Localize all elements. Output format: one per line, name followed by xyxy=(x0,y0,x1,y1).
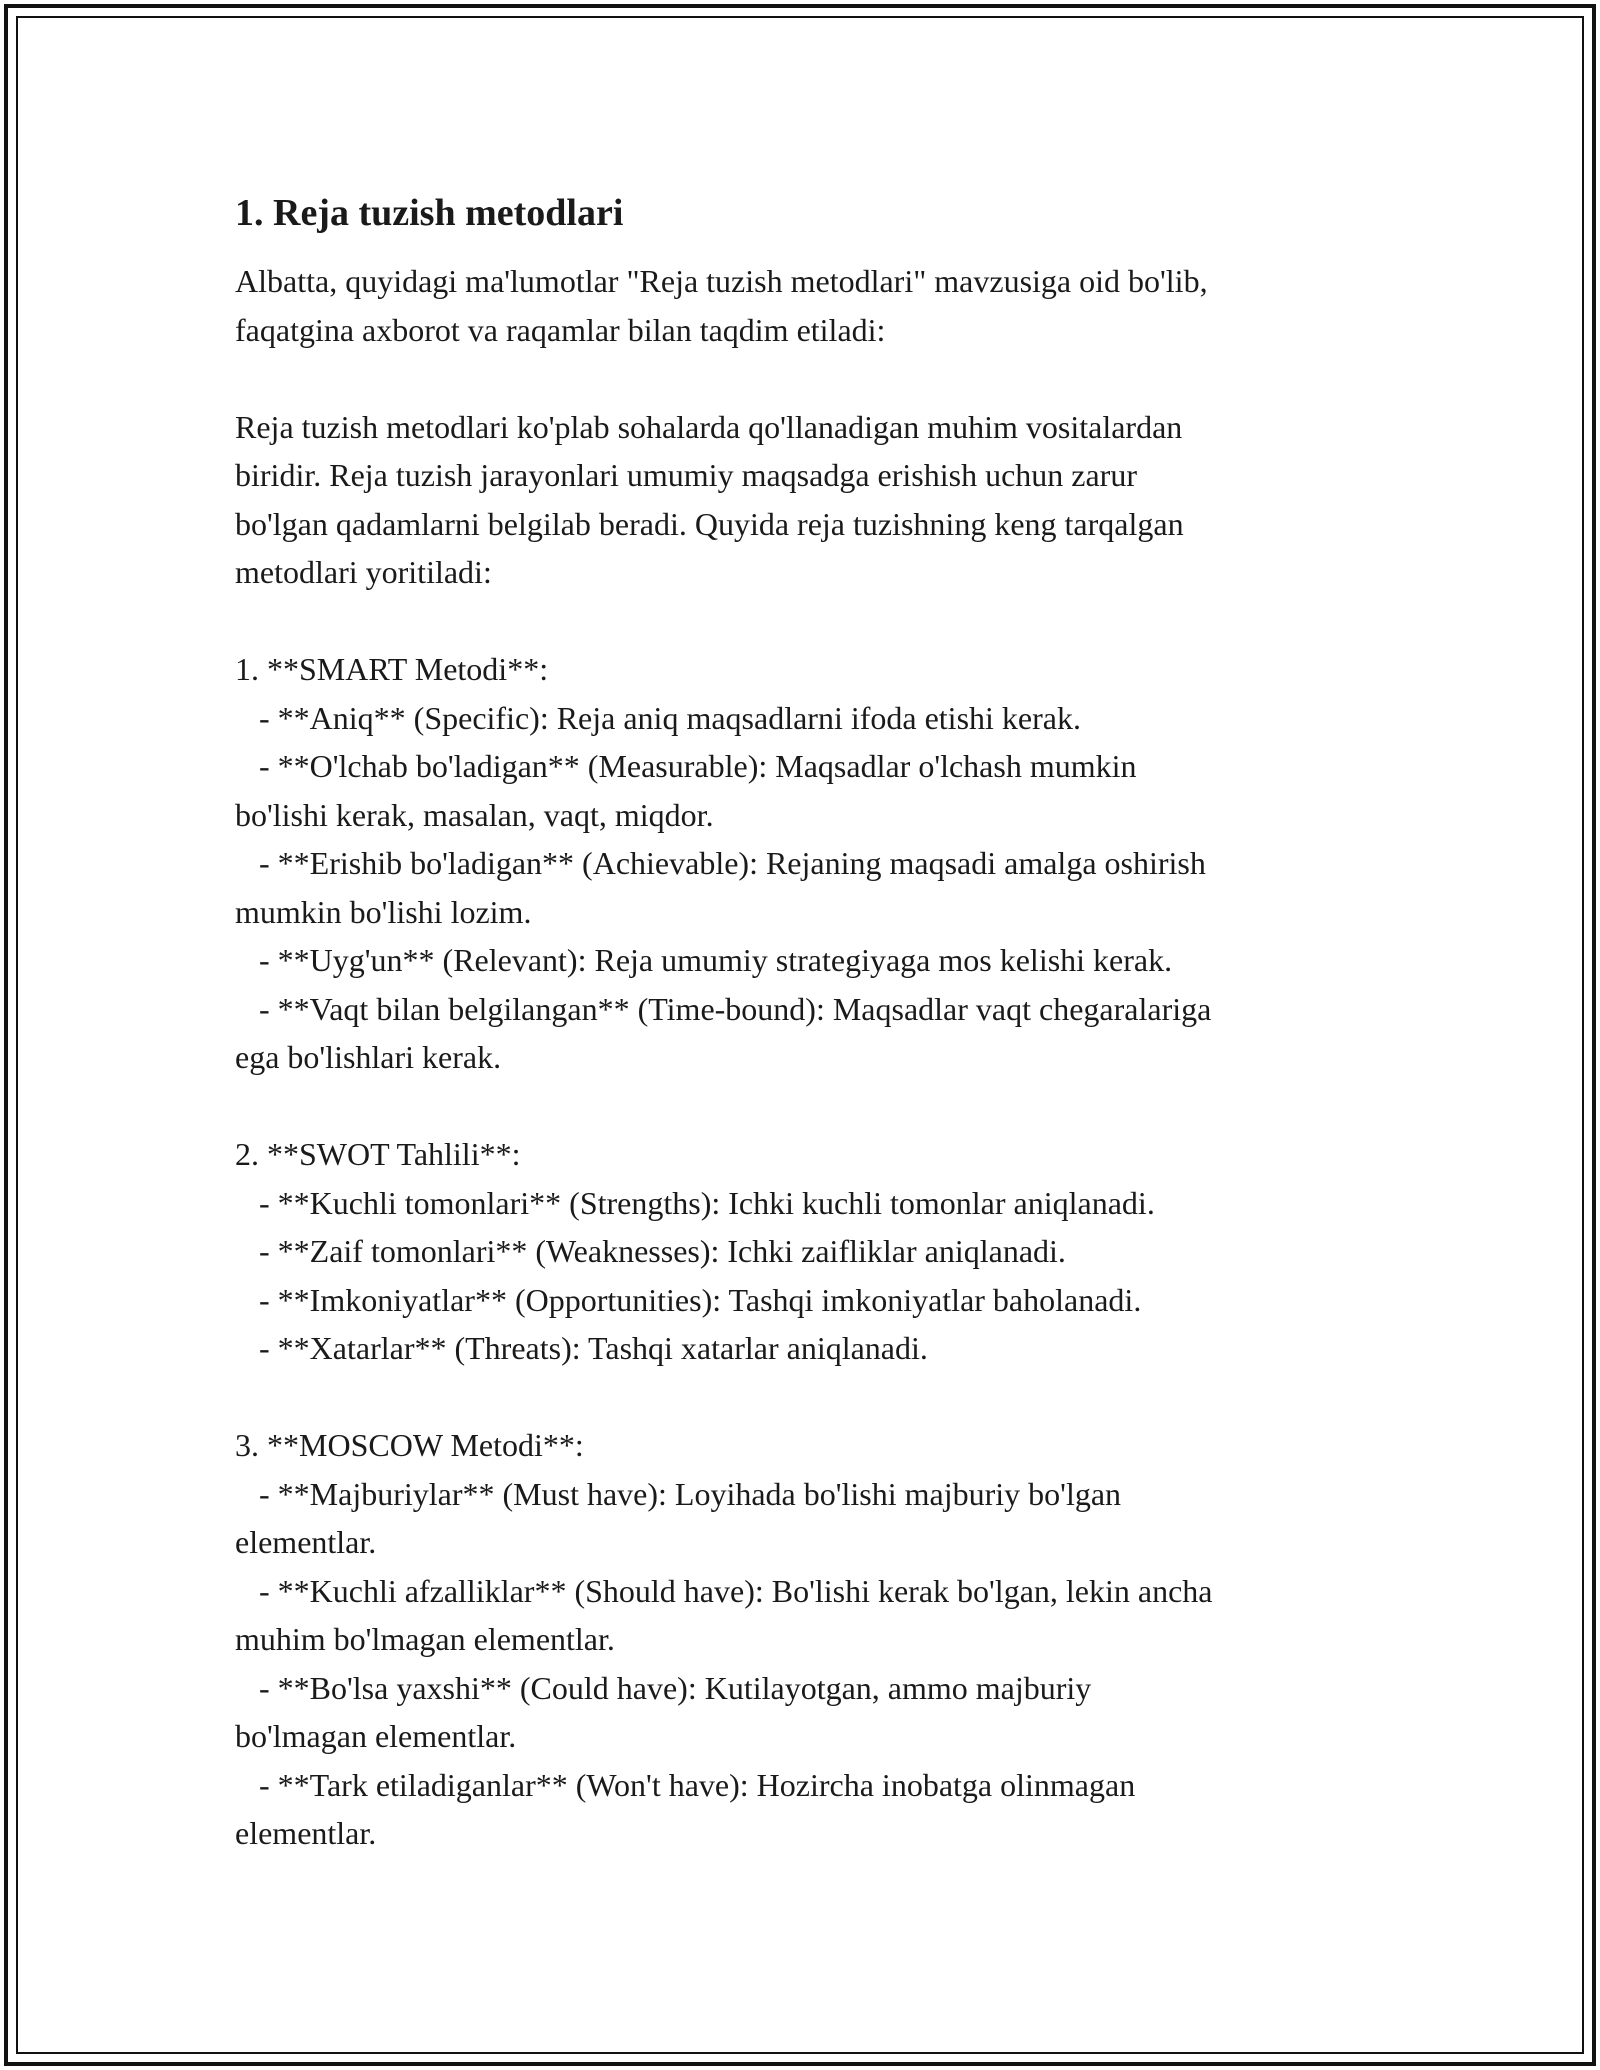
text-line: - **Kuchli tomonlari** (Strengths): Ichki kuchli tomonlar aniqlanadi. xyxy=(235,1184,1155,1221)
text-line: mumkin bo'lishi lozim. xyxy=(235,893,532,930)
text-line: - **Vaqt bilan belgilangan** (Time-bound): Maqsadlar vaqt chegaralariga xyxy=(235,990,1212,1027)
text-line: - **Uyg'un** (Relevant): Reja umumiy strategiyaga mos kelishi kerak. xyxy=(235,942,1173,978)
text-line: muhim bo'lmagan elementlar. xyxy=(235,1621,615,1657)
text-line: - **Imkoniyatlar** (Opportunities): Tashqi imkoniyatlar baholanadi. xyxy=(235,1281,1142,1318)
text-line: - **Majburiylar** (Must have): Loyihada bo'lishi majburiy bo'lgan xyxy=(235,1475,1122,1512)
blank-line xyxy=(235,1082,1385,1131)
text-line: metodlari yoritiladi: xyxy=(235,554,492,590)
document-body xyxy=(235,185,1385,1858)
text-line: - **Erishib bo'ladigan** (Achievable): Rejaning maqsadi amalga oshirish xyxy=(235,845,1206,881)
text-line: 3. **MOSCOW Metodi**: xyxy=(235,1427,584,1463)
text-line: Reja tuzish metodlari ko'plab sohalarda qo'llanadigan muhim vositalardan xyxy=(235,408,1183,445)
text-line: 2. **SWOT Tahlili**: xyxy=(235,1136,521,1172)
text-line: - **Kuchli afzalliklar** (Should have): Bo'lishi kerak bo'lgan, lekin ancha xyxy=(235,1572,1213,1609)
text-line: elementlar. xyxy=(235,1524,377,1560)
blank-line xyxy=(235,1373,1385,1422)
text-line: ega bo'lishlari kerak. xyxy=(235,1039,502,1075)
text-line: 1. **SMART Metodi**: xyxy=(235,651,549,687)
text-line: faqatgina axborot va raqamlar bilan taqdim etiladi: xyxy=(235,311,886,348)
text-line: - **Aniq** (Specific): Reja aniq maqsadlarni ifoda etishi kerak. xyxy=(235,699,1081,736)
text-line: - **Zaif tomonlari** (Weaknesses): Ichki zaifliklar aniqlanadi. xyxy=(235,1233,1066,1269)
text-line: elementlar. xyxy=(235,1815,377,1851)
text-line: - **O'lchab bo'ladigan** (Measurable): Maqsadlar o'lchash mumkin xyxy=(235,748,1137,784)
blank-line xyxy=(235,597,1385,646)
text-line: Albatta, quyidagi ma'lumotlar "Reja tuzish metodlari" mavzusiga oid bo'lib, xyxy=(235,263,1208,299)
blank-line xyxy=(235,354,1385,403)
text-line: biridir. Reja tuzish jarayonlari umumiy maqsadga erishish uchun zarur xyxy=(235,457,1137,493)
text-line: - **Xatarlar** (Threats): Tashqi xatarlar aniqlanadi. xyxy=(235,1330,928,1366)
text-line: - **Bo'lsa yaxshi** (Could have): Kutilayotgan, ammo majburiy xyxy=(235,1669,1092,1706)
text-line: bo'lmagan elementlar. xyxy=(235,1718,517,1754)
text-line: - **Tark etiladiganlar** (Won't have): Hozircha inobatga olinmagan xyxy=(235,1766,1136,1803)
text-line: bo'lgan qadamlarni belgilab beradi. Quyida reja tuzishning keng tarqalgan xyxy=(235,505,1184,542)
document-title: 1. Reja tuzish metodlari xyxy=(235,192,624,234)
text-line: bo'lishi kerak, masalan, vaqt, miqdor. xyxy=(235,796,714,833)
document-text xyxy=(235,257,1385,1858)
